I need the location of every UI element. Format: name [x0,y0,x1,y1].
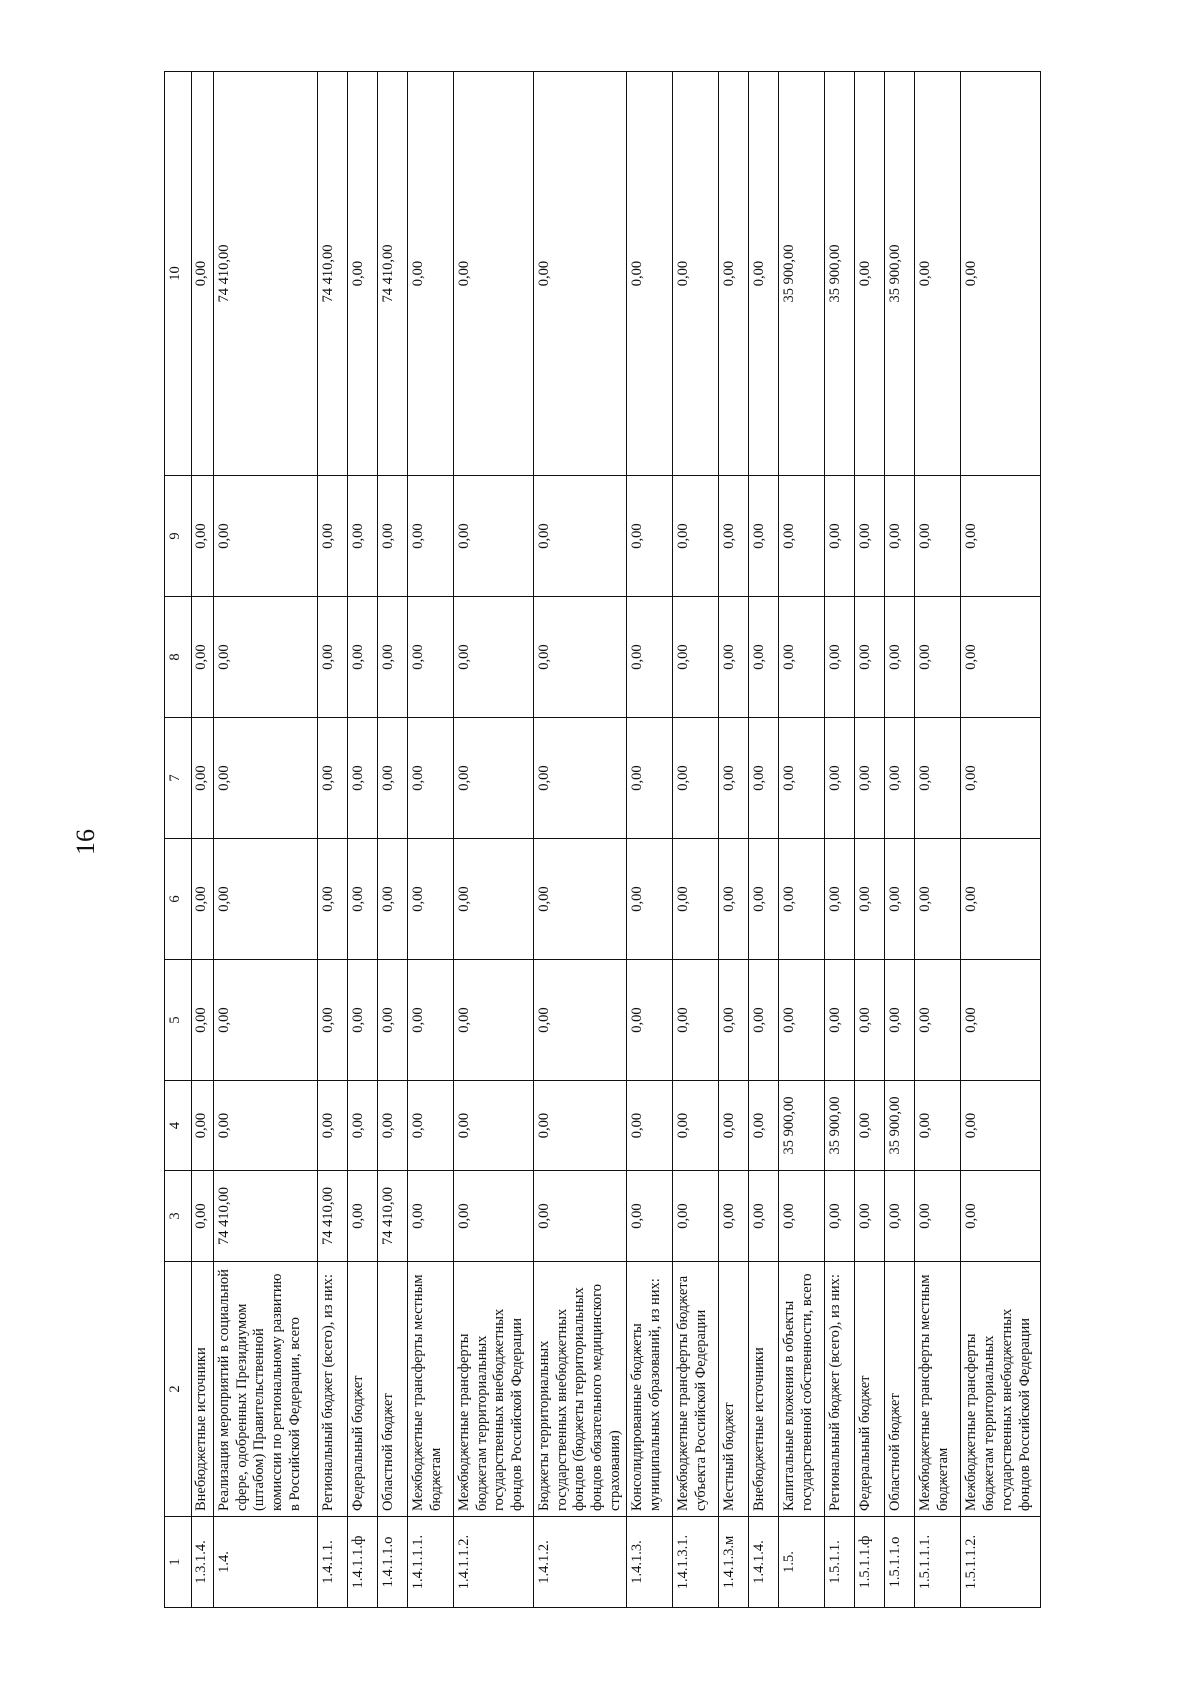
value-col-4: 0,00 [192,1081,214,1171]
value-col-3: 0,00 [627,1171,673,1262]
row-code: 1.4. [214,1517,318,1608]
value-col-5: 0,00 [192,960,214,1081]
value-col-7: 0,00 [915,718,961,839]
row-name: Областной бюджет [378,1262,408,1517]
value-col-6: 0,00 [915,839,961,960]
row-code: 1.3.1.4. [192,1517,214,1608]
row-code: 1.4.1.4. [749,1517,779,1608]
value-col-3: 0,00 [961,1171,1041,1262]
table-body [192,72,1041,1608]
value-col-9: 0,00 [749,476,779,597]
value-col-3: 0,00 [348,1171,378,1262]
value-col-4: 0,00 [214,1081,318,1171]
row-code: 1.4.1.1.2. [454,1517,534,1608]
value-col-7: 0,00 [348,718,378,839]
value-col-10: 0,00 [673,72,719,476]
row-code: 1.4.1.3.1. [673,1517,719,1608]
value-col-9: 0,00 [318,476,348,597]
value-col-4: 0,00 [915,1081,961,1171]
value-col-5: 0,00 [855,960,885,1081]
value-col-10: 0,00 [855,72,885,476]
value-col-6: 0,00 [749,839,779,960]
value-col-8: 0,00 [348,597,378,718]
value-col-9: 0,00 [855,476,885,597]
value-col-10: 0,00 [915,72,961,476]
row-name: Реализация мероприятий в социальной сфере, одобренных Президиумом (штабом) Правительственной комиссии по региональному развитию в Российской Федерации, всего [214,1262,318,1517]
value-col-10: 35 900,00 [885,72,915,476]
value-col-9: 0,00 [378,476,408,597]
value-col-5: 0,00 [318,960,348,1081]
value-col-3: 0,00 [534,1171,627,1262]
row-code: 1.5. [779,1517,825,1608]
table-row [915,72,961,1608]
value-col-9: 0,00 [454,476,534,597]
value-col-9: 0,00 [961,476,1041,597]
column-header-5: 5 [165,960,192,1081]
row-name: Межбюджетные трансферты местным бюджетам [408,1262,454,1517]
value-col-4: 0,00 [719,1081,749,1171]
value-col-5: 0,00 [915,960,961,1081]
value-col-6: 0,00 [348,839,378,960]
table-row [214,72,318,1608]
value-col-7: 0,00 [779,718,825,839]
value-col-6: 0,00 [627,839,673,960]
value-col-4: 0,00 [454,1081,534,1171]
value-col-5: 0,00 [673,960,719,1081]
value-col-4: 0,00 [627,1081,673,1171]
value-col-8: 0,00 [673,597,719,718]
value-col-4: 0,00 [673,1081,719,1171]
row-code: 1.4.1.1.о [378,1517,408,1608]
value-col-6: 0,00 [779,839,825,960]
value-col-5: 0,00 [627,960,673,1081]
table-row [825,72,855,1608]
row-name: Федеральный бюджет [348,1262,378,1517]
table-row [749,72,779,1608]
value-col-8: 0,00 [825,597,855,718]
value-col-6: 0,00 [192,839,214,960]
row-name: Федеральный бюджет [855,1262,885,1517]
row-name: Бюджеты территориальных государственных внебюджетных фондов (бюджеты территориальных фондов обязательного медицинского страхования) [534,1262,627,1517]
value-col-8: 0,00 [318,597,348,718]
value-col-6: 0,00 [855,839,885,960]
value-col-3: 0,00 [855,1171,885,1262]
value-col-8: 0,00 [534,597,627,718]
header-row [165,72,192,1608]
value-col-4: 35 900,00 [825,1081,855,1171]
value-col-8: 0,00 [779,597,825,718]
value-col-4: 0,00 [749,1081,779,1171]
table-row [318,72,348,1608]
value-col-6: 0,00 [961,839,1041,960]
row-code: 1.4.1.1.ф [348,1517,378,1608]
value-col-5: 0,00 [378,960,408,1081]
value-col-7: 0,00 [214,718,318,839]
value-col-7: 0,00 [855,718,885,839]
page-number: 16 [71,829,100,855]
value-col-6: 0,00 [214,839,318,960]
value-col-5: 0,00 [719,960,749,1081]
value-col-9: 0,00 [214,476,318,597]
column-header-2: 2 [165,1262,192,1517]
value-col-5: 0,00 [408,960,454,1081]
value-col-8: 0,00 [749,597,779,718]
value-col-8: 0,00 [454,597,534,718]
row-name: Местный бюджет [719,1262,749,1517]
table-row [408,72,454,1608]
value-col-4: 0,00 [378,1081,408,1171]
table-row [779,72,825,1608]
value-col-3: 0,00 [885,1171,915,1262]
row-name: Межбюджетные трансферты бюджетам территориальных государственных внебюджетных фондов Российской Федерации [454,1262,534,1517]
value-col-8: 0,00 [961,597,1041,718]
column-header-1: 1 [165,1517,192,1608]
value-col-7: 0,00 [408,718,454,839]
column-header-4: 4 [165,1081,192,1171]
value-col-8: 0,00 [627,597,673,718]
value-col-5: 0,00 [214,960,318,1081]
column-header-3: 3 [165,1171,192,1262]
value-col-4: 0,00 [855,1081,885,1171]
value-col-10: 0,00 [192,72,214,476]
value-col-7: 0,00 [454,718,534,839]
table-row [855,72,885,1608]
value-col-6: 0,00 [318,839,348,960]
table-row [627,72,673,1608]
value-col-3: 0,00 [454,1171,534,1262]
value-col-6: 0,00 [378,839,408,960]
column-header-9: 9 [165,476,192,597]
value-col-10: 0,00 [454,72,534,476]
value-col-7: 0,00 [885,718,915,839]
value-col-7: 0,00 [534,718,627,839]
value-col-7: 0,00 [378,718,408,839]
value-col-8: 0,00 [408,597,454,718]
value-col-10: 0,00 [534,72,627,476]
row-name: Внебюджетные источники [749,1262,779,1517]
value-col-5: 0,00 [749,960,779,1081]
value-col-4: 0,00 [348,1081,378,1171]
value-col-3: 0,00 [779,1171,825,1262]
value-col-10: 0,00 [961,72,1041,476]
column-header-10: 10 [165,72,192,476]
value-col-10: 0,00 [408,72,454,476]
table-row [378,72,408,1608]
table-row [719,72,749,1608]
column-header-7: 7 [165,718,192,839]
row-name: Межбюджетные трансферты бюджета субъекта Российской Федерации [673,1262,719,1517]
value-col-6: 0,00 [885,839,915,960]
value-col-6: 0,00 [825,839,855,960]
value-col-10: 0,00 [749,72,779,476]
value-col-7: 0,00 [318,718,348,839]
table-row [961,72,1041,1608]
value-col-10: 35 900,00 [779,72,825,476]
value-col-6: 0,00 [408,839,454,960]
value-col-9: 0,00 [779,476,825,597]
table-row [192,72,214,1608]
row-name: Областной бюджет [885,1262,915,1517]
row-name: Межбюджетные трансферты бюджетам территориальных государственных внебюджетных фондов Российской Федерации [961,1262,1041,1517]
value-col-7: 0,00 [673,718,719,839]
value-col-6: 0,00 [719,839,749,960]
table-container [164,72,1033,1608]
value-col-7: 0,00 [719,718,749,839]
value-col-9: 0,00 [192,476,214,597]
table-row [454,72,534,1608]
value-col-5: 0,00 [779,960,825,1081]
row-code: 1.4.1.1.1. [408,1517,454,1608]
value-col-9: 0,00 [719,476,749,597]
value-col-7: 0,00 [961,718,1041,839]
row-name: Региональный бюджет (всего), из них: [318,1262,348,1517]
value-col-9: 0,00 [885,476,915,597]
row-name: Региональный бюджет (всего), из них: [825,1262,855,1517]
value-col-10: 0,00 [627,72,673,476]
value-col-10: 0,00 [719,72,749,476]
value-col-9: 0,00 [915,476,961,597]
row-code: 1.5.1.1.о [885,1517,915,1608]
column-header-8: 8 [165,597,192,718]
value-col-5: 0,00 [454,960,534,1081]
row-code: 1.5.1.1. [825,1517,855,1608]
value-col-7: 0,00 [627,718,673,839]
value-col-7: 0,00 [749,718,779,839]
budget-table [164,71,1041,1608]
value-col-4: 0,00 [318,1081,348,1171]
value-col-8: 0,00 [192,597,214,718]
value-col-10: 35 900,00 [825,72,855,476]
value-col-4: 0,00 [961,1081,1041,1171]
value-col-10: 74 410,00 [214,72,318,476]
value-col-3: 74 410,00 [214,1171,318,1262]
value-col-9: 0,00 [534,476,627,597]
value-col-5: 0,00 [885,960,915,1081]
value-col-9: 0,00 [348,476,378,597]
value-col-5: 0,00 [348,960,378,1081]
value-col-3: 0,00 [749,1171,779,1262]
table-row [673,72,719,1608]
row-name: Межбюджетные трансферты местным бюджетам [915,1262,961,1517]
value-col-3: 74 410,00 [318,1171,348,1262]
row-code: 1.4.1.1. [318,1517,348,1608]
value-col-5: 0,00 [961,960,1041,1081]
value-col-3: 0,00 [673,1171,719,1262]
row-name: Консолидированные бюджеты муниципальных образований, из них: [627,1262,673,1517]
value-col-4: 0,00 [408,1081,454,1171]
row-code: 1.5.1.1.2. [961,1517,1041,1608]
value-col-5: 0,00 [534,960,627,1081]
value-col-6: 0,00 [673,839,719,960]
value-col-4: 0,00 [534,1081,627,1171]
row-code: 1.5.1.1.1. [915,1517,961,1608]
value-col-8: 0,00 [885,597,915,718]
value-col-7: 0,00 [825,718,855,839]
value-col-9: 0,00 [627,476,673,597]
value-col-3: 0,00 [408,1171,454,1262]
value-col-8: 0,00 [378,597,408,718]
value-col-8: 0,00 [855,597,885,718]
value-col-10: 74 410,00 [318,72,348,476]
value-col-3: 74 410,00 [378,1171,408,1262]
row-code: 1.5.1.1.ф [855,1517,885,1608]
row-name: Капитальные вложения в объекты государственной собственности, всего [779,1262,825,1517]
value-col-8: 0,00 [915,597,961,718]
row-code: 1.4.1.2. [534,1517,627,1608]
row-code: 1.4.1.3.м [719,1517,749,1608]
value-col-3: 0,00 [915,1171,961,1262]
value-col-9: 0,00 [825,476,855,597]
value-col-4: 35 900,00 [779,1081,825,1171]
row-name: Внебюджетные источники [192,1262,214,1517]
value-col-6: 0,00 [534,839,627,960]
value-col-9: 0,00 [408,476,454,597]
value-col-10: 0,00 [348,72,378,476]
value-col-9: 0,00 [673,476,719,597]
value-col-3: 0,00 [719,1171,749,1262]
value-col-8: 0,00 [214,597,318,718]
value-col-7: 0,00 [192,718,214,839]
table-row [348,72,378,1608]
value-col-8: 0,00 [719,597,749,718]
value-col-10: 74 410,00 [378,72,408,476]
value-col-6: 0,00 [454,839,534,960]
table-row [534,72,627,1608]
value-col-4: 35 900,00 [885,1081,915,1171]
table-row [885,72,915,1608]
value-col-3: 0,00 [192,1171,214,1262]
value-col-5: 0,00 [825,960,855,1081]
row-code: 1.4.1.3. [627,1517,673,1608]
value-col-3: 0,00 [825,1171,855,1262]
column-header-6: 6 [165,839,192,960]
